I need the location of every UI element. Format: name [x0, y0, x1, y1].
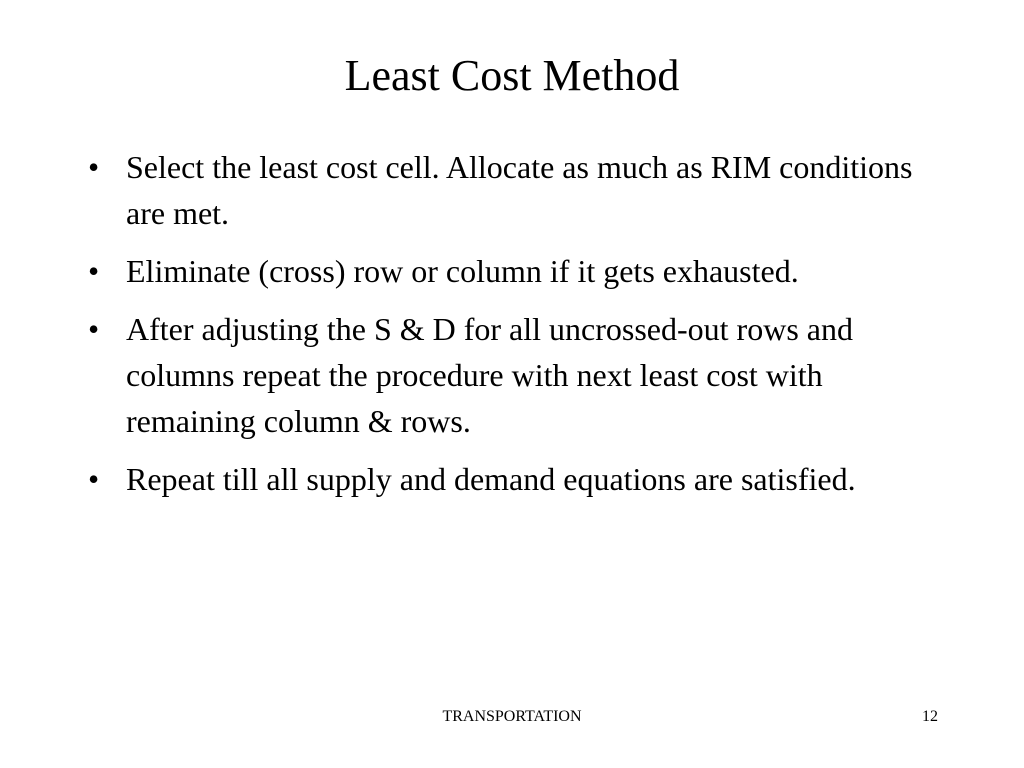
bullet-text: Select the least cost cell. Allocate as much as RIM conditions are met.	[126, 149, 913, 231]
bullet-icon: •	[88, 311, 100, 347]
bullet-item	[88, 306, 938, 444]
page-number: 12	[922, 708, 938, 725]
footer-label: TRANSPORTATION	[442, 708, 582, 725]
bullet-text: After adjusting the S & D for all uncrossed-out rows and columns repeat the procedure with next least cost with remaining column & rows.	[126, 311, 853, 439]
bullet-text: Eliminate (cross) row or column if it gets exhausted.	[126, 253, 799, 289]
bullet-icon: •	[88, 253, 100, 289]
bullet-icon: •	[88, 461, 100, 497]
bullet-text: Repeat till all supply and demand equations are satisfied.	[126, 461, 856, 497]
bullet-item	[88, 456, 938, 502]
bullet-item	[88, 248, 938, 294]
bullet-item	[88, 144, 938, 236]
bullet-icon: •	[88, 149, 100, 185]
slide-title: Least Cost Method	[344, 51, 680, 100]
bullet-list	[88, 144, 938, 514]
